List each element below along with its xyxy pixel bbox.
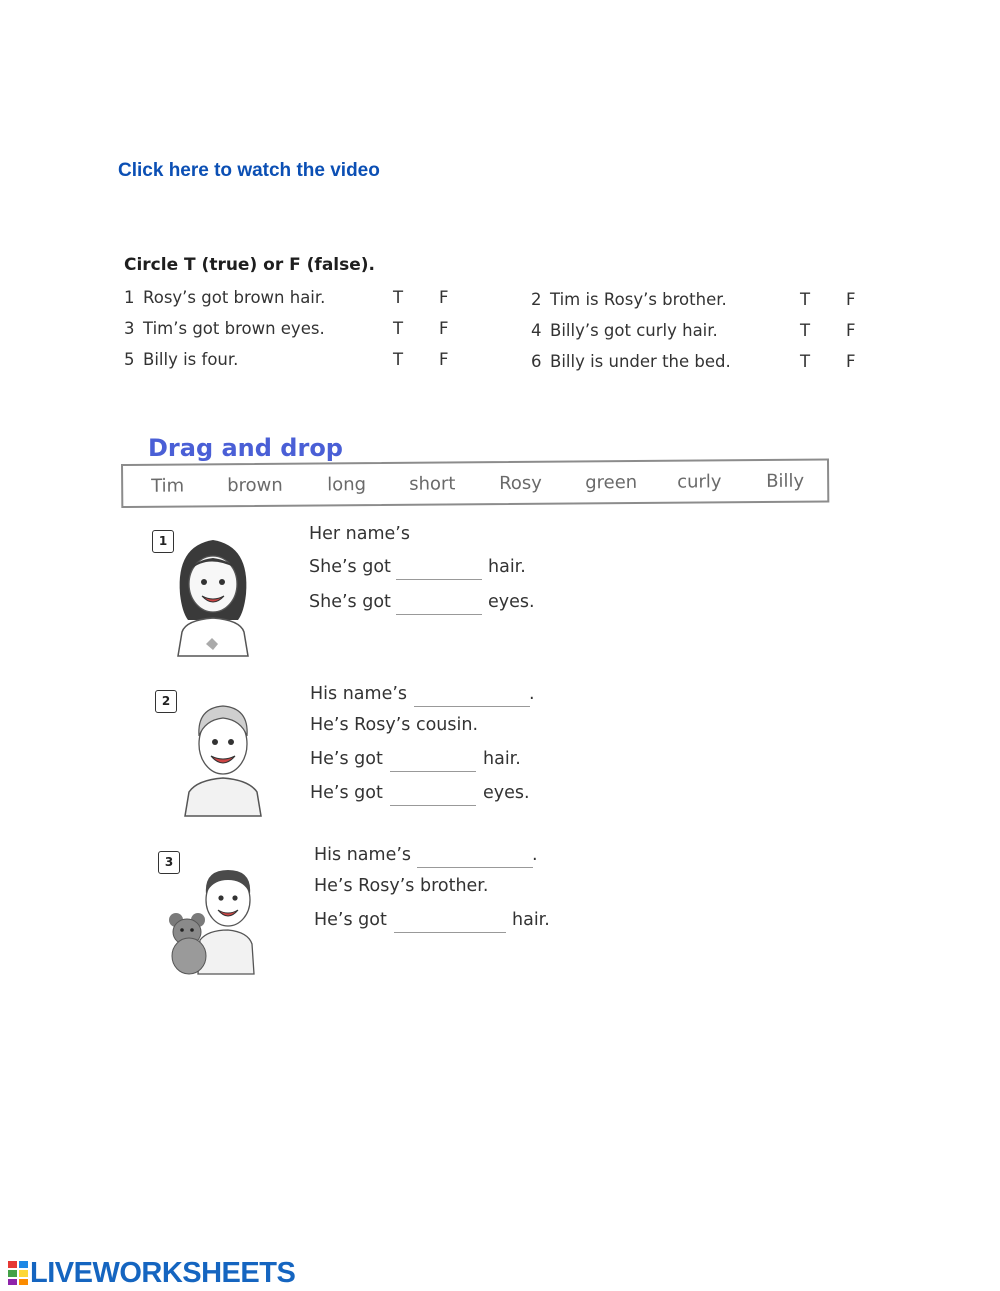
line-text: She’s got [309,557,391,577]
drop-blank[interactable] [390,783,476,806]
word-tile[interactable]: brown [227,474,283,497]
word-tile[interactable]: Tim [151,475,185,497]
word-bank [121,458,829,508]
tf-statement: Billy is four. [143,350,239,369]
drag-drop-title: Drag and drop [148,434,343,462]
drop-blank[interactable] [396,557,482,580]
line-text: His name’s [314,845,412,865]
line-text: He’s Rosy’s brother. [314,876,489,896]
video-link[interactable]: Click here to watch the video [118,160,380,181]
girl-illustration [168,532,258,658]
section-number-badge: 1 [152,530,174,553]
true-option[interactable]: T [800,321,811,340]
tf-number: 5 [124,350,135,369]
tf-number: 4 [531,321,542,340]
tf-statement: Billy is under the bed. [550,352,731,371]
false-option[interactable]: F [439,350,449,369]
line-text: hair. [512,910,550,930]
word-tile[interactable]: Rosy [499,472,542,495]
word-tile[interactable]: long [327,474,367,496]
line-text: eyes. [483,783,530,803]
tf-heading: Circle T (true) or F (false). [124,255,376,275]
line-text: eyes. [488,592,535,612]
drop-blank[interactable] [390,749,476,772]
true-option[interactable]: T [800,352,811,371]
false-option[interactable]: F [439,288,449,307]
word-tile[interactable]: Billy [766,470,805,492]
line-text: He’s got [310,783,383,803]
tf-number: 2 [531,290,542,309]
drop-blank[interactable] [417,845,533,868]
drop-blank[interactable] [396,592,482,615]
drop-blank[interactable] [394,910,506,933]
line-text: hair. [483,749,521,769]
logo-mark-icon [8,1261,28,1285]
word-tile[interactable]: green [585,471,638,494]
false-option[interactable]: F [439,319,449,338]
tf-statement: Tim’s got brown eyes. [143,319,325,338]
line-text: He’s got [310,749,383,769]
false-option[interactable]: F [846,290,856,309]
true-option[interactable]: T [393,350,404,369]
toddler-illustration [164,864,260,978]
false-option[interactable]: F [846,321,856,340]
section-number-badge: 2 [155,690,177,713]
line-text: Her name’s [309,524,410,544]
section-number-badge: 3 [158,851,180,874]
true-option[interactable]: T [393,288,404,307]
line-text: He’s Rosy’s cousin. [310,715,479,735]
line-text: . [532,845,538,865]
line-text: He’s got [314,910,387,930]
word-tile[interactable]: curly [677,471,722,493]
line-text: hair. [488,557,526,577]
tf-number: 3 [124,319,135,338]
tf-statement: Tim is Rosy’s brother. [550,290,727,309]
line-text: His name’s [310,684,408,704]
tf-statement: Rosy’s got brown hair. [143,288,326,307]
line-text: . [529,684,535,704]
true-option[interactable]: T [800,290,811,309]
true-option[interactable]: T [393,319,404,338]
false-option[interactable]: F [846,352,856,371]
drop-blank[interactable] [414,684,530,707]
line-text: She’s got [309,592,391,612]
logo-text: LIVEWORKSHEETS [30,1257,296,1289]
tf-number: 1 [124,288,135,307]
word-tile[interactable]: short [409,473,456,495]
tf-statement: Billy’s got curly hair. [550,321,718,340]
tf-number: 6 [531,352,542,371]
liveworksheets-logo [8,1257,295,1290]
boy-illustration [183,696,263,820]
